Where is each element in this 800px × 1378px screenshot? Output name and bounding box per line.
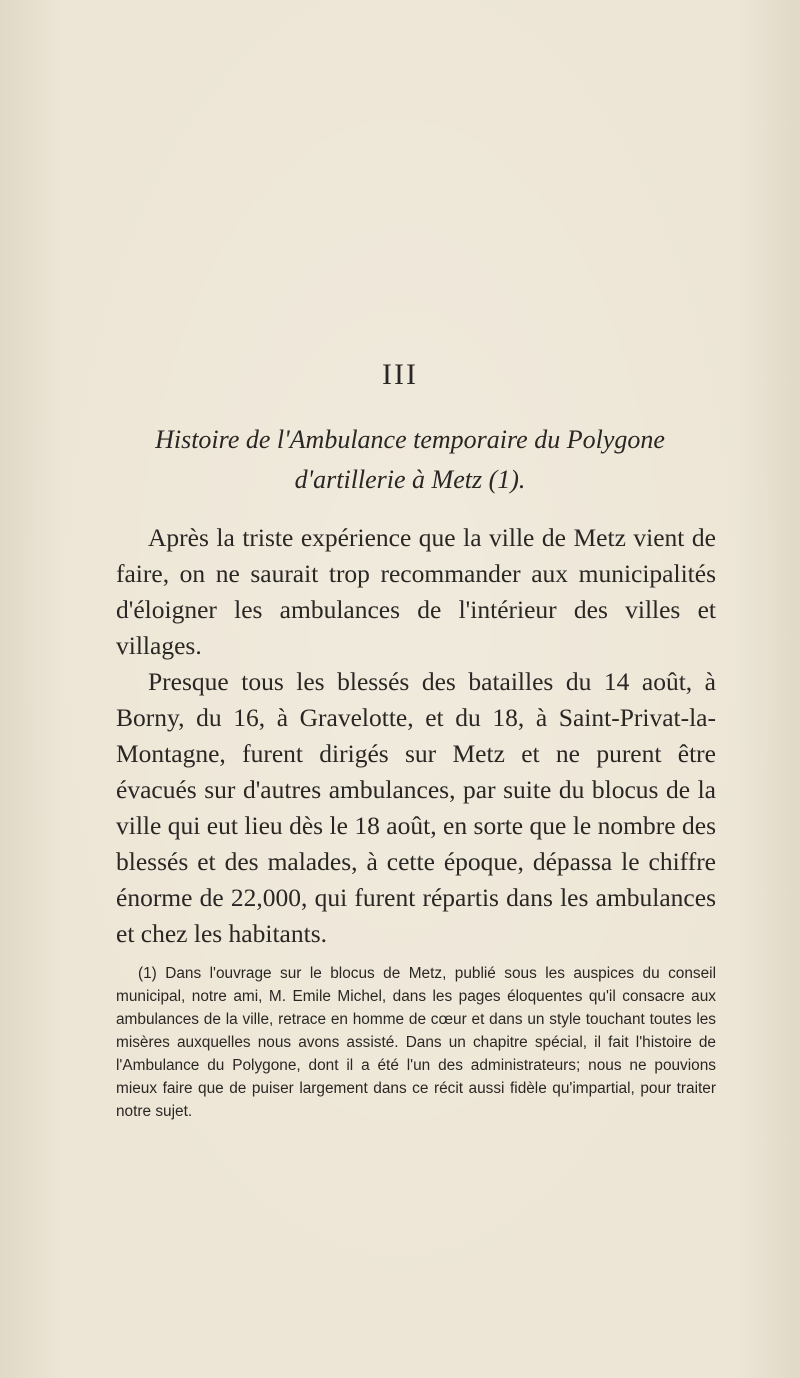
footnote: (1) Dans l'ouvrage sur le blocus de Metz, publié sous les auspices du conseil municipal, notre ami, M. Emile Michel, dans les pages éloquentes qu'il consacre aux ambulances de la ville, retrace en homme de cœur et dans un style touchant toutes les misères auxquelles nous avons assisté. Dans un chapitre spécial, il fait l'histoire de l'Ambulance du Polygone, dont il a été l'un des administrateurs; nous ne pouvions mieux faire que de puiser largement dans ce récit aussi fidèle qu'impartial, pour traiter notre sujet. (116, 965, 716, 1120)
chapter-title (90, 420, 730, 500)
chapter-number: III (382, 358, 418, 391)
paragraph-2: Presque tous les blessés des batailles du 14 août, à Borny, du 16, à Gravelotte, et du 18, à Saint-Privat-la-Montagne, furent dirigés sur Metz et ne purent être évacués sur d'autres ambulances, par suite du blocus de la ville qui eut lieu dès le 18 août, en sorte que le nombre des blessés et des malades, à cette époque, dépassa le chiffre énorme de 22,000, qui furent répartis dans les ambulances et chez les habitants. (116, 667, 716, 948)
paragraph-1: Après la triste expérience que la ville de Metz vient de faire, on ne saurait trop recommander aux municipalités d'éloigner les ambulances de l'intérieur des villes et villages. (116, 523, 716, 660)
body-text (116, 520, 716, 952)
chapter-title-line-2: d'artillerie à Metz (1). (294, 465, 526, 494)
chapter-title-line-1: Histoire de l'Ambulance temporaire du Polygone (155, 425, 665, 454)
